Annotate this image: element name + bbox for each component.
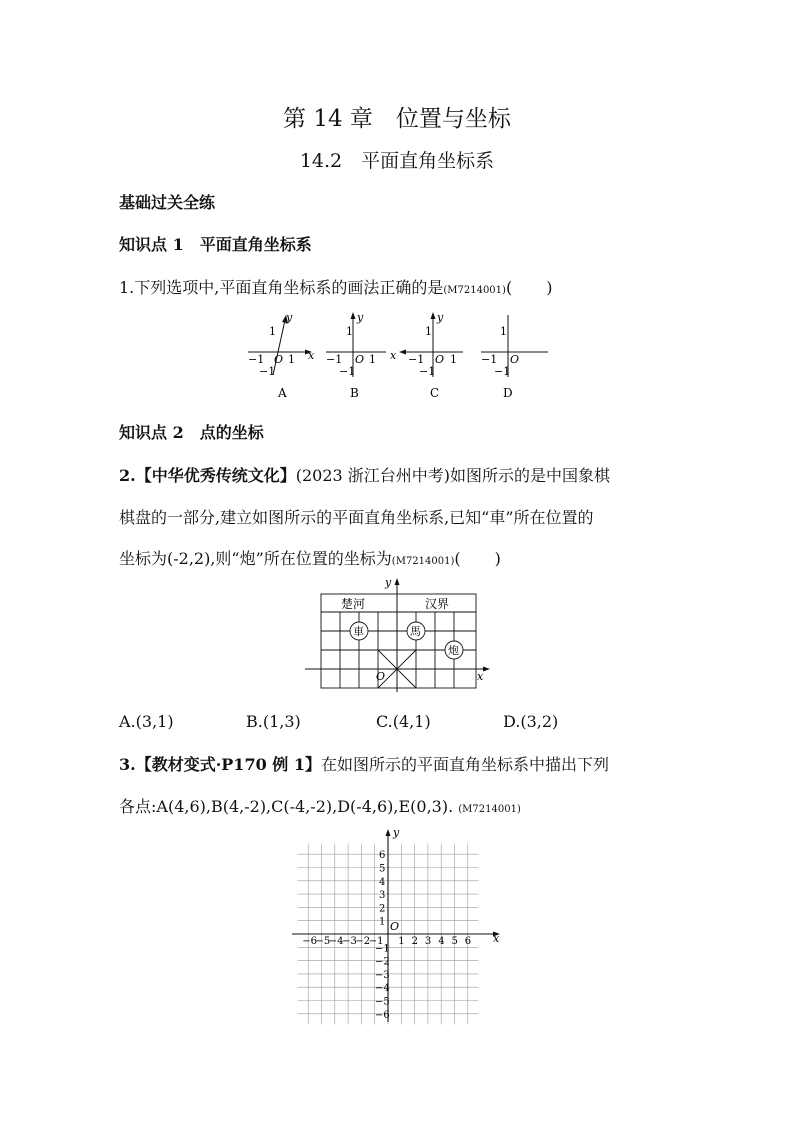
coordinate-grid [290, 826, 505, 1026]
b-tick-ym1: −1 [339, 365, 356, 378]
label-a: A [278, 386, 287, 400]
question-2-code: (M7214001) [391, 556, 455, 567]
label-d: D [503, 386, 513, 400]
question-2-line-2: 棋盘的一部分,建立如图所示的平面直角坐标系,已知“車”所在位置的 [119, 508, 594, 527]
y-tick-label: 6 [379, 850, 386, 862]
d-origin: O [510, 353, 520, 366]
y-tick-label: −4 [375, 983, 390, 995]
label-c: C [430, 386, 440, 400]
d-tick-xm1: −1 [481, 353, 498, 366]
x-tick-label: −3 [342, 936, 357, 947]
c-y-label: y [437, 311, 444, 324]
y-tick-label: −5 [375, 996, 390, 1008]
option-b[interactable]: B.(1,3) [246, 712, 301, 731]
b-tick-x1: 1 [369, 353, 376, 366]
option-a[interactable]: A.(3,1) [119, 712, 174, 731]
chapter-title: 第 14 章 位置与坐标 [283, 106, 511, 132]
y-tick-label: −6 [375, 1009, 390, 1021]
b-y-label: y [357, 311, 364, 324]
x-tick-label: −1 [368, 936, 384, 947]
question-1 [119, 275, 552, 298]
b-tick-xm1: −1 [326, 353, 343, 366]
y-tick-label: 3 [379, 890, 386, 902]
grid-origin: O [390, 920, 400, 933]
q2-paren-open: ( [454, 549, 461, 568]
y-tick-label: −3 [375, 969, 390, 981]
knowledge-point-1: 知识点 1 平面直角坐标系 [119, 235, 312, 254]
question-2-tag: 2.【中华优秀传统文化】 [119, 466, 296, 485]
x-tick-label: 1 [398, 936, 405, 947]
grid-x-label: x [493, 932, 500, 945]
answer-paren-close: ) [546, 278, 553, 297]
question-2-line-1 [119, 463, 610, 486]
question-3-line-1-text: 在如图所示的平面直角坐标系中描出下列 [320, 755, 609, 774]
a-tick-y1: 1 [269, 325, 276, 338]
piece-cannon [445, 641, 463, 659]
question-1-text: 1.下列选项中,平面直角坐标系的画法正确的是 [119, 278, 444, 297]
x-tick-label: 3 [424, 936, 432, 947]
x-tick-label: 6 [464, 936, 472, 947]
a-x-label: x [308, 349, 315, 362]
piece-horse [407, 622, 425, 640]
d-tick-ym1: −1 [494, 365, 511, 378]
question-3-line-2 [119, 794, 521, 817]
x-tick-label: −2 [355, 936, 371, 947]
piece-chariot [350, 622, 368, 640]
question-3-code: (M7214001) [458, 804, 521, 815]
grid-y-label: y [393, 826, 400, 839]
answer-paren-open: ( [505, 278, 513, 297]
a-tick-xm1: −1 [248, 353, 265, 366]
y-tick-label: 4 [379, 876, 386, 888]
x-tick-label: −5 [315, 936, 331, 947]
question-3-tag: 3.【教材变式·P170 例 1】 [119, 755, 321, 774]
question-2-line-3 [119, 546, 501, 569]
q2-paren-close: ) [494, 549, 501, 568]
a-y-label: y [286, 311, 293, 324]
b-origin: O [355, 353, 365, 366]
board-x-label: x [477, 670, 484, 683]
c-tick-x1: 1 [450, 353, 457, 366]
diagram-c [390, 311, 463, 378]
practice-heading: 基础过关全练 [119, 193, 216, 212]
chariot-char: 車 [353, 625, 364, 638]
option-c[interactable]: C.(4,1) [376, 712, 431, 731]
b-tick-y1: 1 [346, 325, 353, 338]
section-title: 14.2 平面直角坐标系 [299, 150, 495, 172]
river-left-text: 楚河 [341, 597, 366, 611]
x-tick-label: −6 [302, 936, 317, 947]
question-2-line-3-text: 坐标为(-2,2),则“炮”所在位置的坐标为 [119, 549, 392, 568]
x-tick-label: −4 [328, 936, 344, 947]
d-tick-y1: 1 [500, 325, 507, 338]
diagram-b [326, 311, 386, 378]
cannon-char: 炮 [448, 644, 459, 657]
y-tick-label: −1 [375, 943, 390, 955]
knowledge-point-2: 知识点 2 点的坐标 [119, 423, 264, 442]
question-1-code: (M7214001) [443, 285, 506, 296]
c-tick-y1: 1 [425, 325, 432, 338]
a-origin: O [274, 353, 284, 366]
a-tick-ym1: −1 [259, 365, 276, 378]
diagram-d [481, 315, 548, 378]
a-tick-x1: 1 [288, 353, 295, 366]
river-right-text: 汉界 [425, 597, 450, 611]
x-tick-label: 4 [438, 936, 445, 947]
q1-diagrams [238, 305, 558, 405]
board-origin: O [376, 670, 386, 683]
y-tick-label: 1 [379, 916, 386, 928]
x-tick-label: 5 [451, 936, 458, 947]
c-tick-ym1: −1 [419, 365, 436, 378]
question-3-line-2-text: 各点:A(4,6),B(4,-2),C(-4,-2),D(-4,6),E(0,3). [119, 797, 454, 816]
c-tick-xm1: −1 [408, 353, 425, 366]
label-b: B [350, 386, 359, 400]
chess-board-diagram [305, 574, 495, 694]
c-x-label: x [390, 349, 397, 362]
diagram-a [248, 311, 315, 378]
option-d[interactable]: D.(3,2) [503, 712, 559, 731]
y-tick-label: −2 [375, 956, 390, 968]
y-tick-label: 5 [379, 863, 386, 875]
c-origin: O [435, 353, 445, 366]
board-y-label: y [385, 576, 392, 589]
question-3-line-1 [119, 752, 609, 775]
x-tick-label: 2 [411, 936, 418, 947]
question-2-line-1-text: (2023 浙江台州中考)如图所示的是中国象棋 [295, 466, 611, 485]
horse-char: 馬 [410, 625, 421, 638]
y-tick-label: 2 [379, 903, 386, 915]
